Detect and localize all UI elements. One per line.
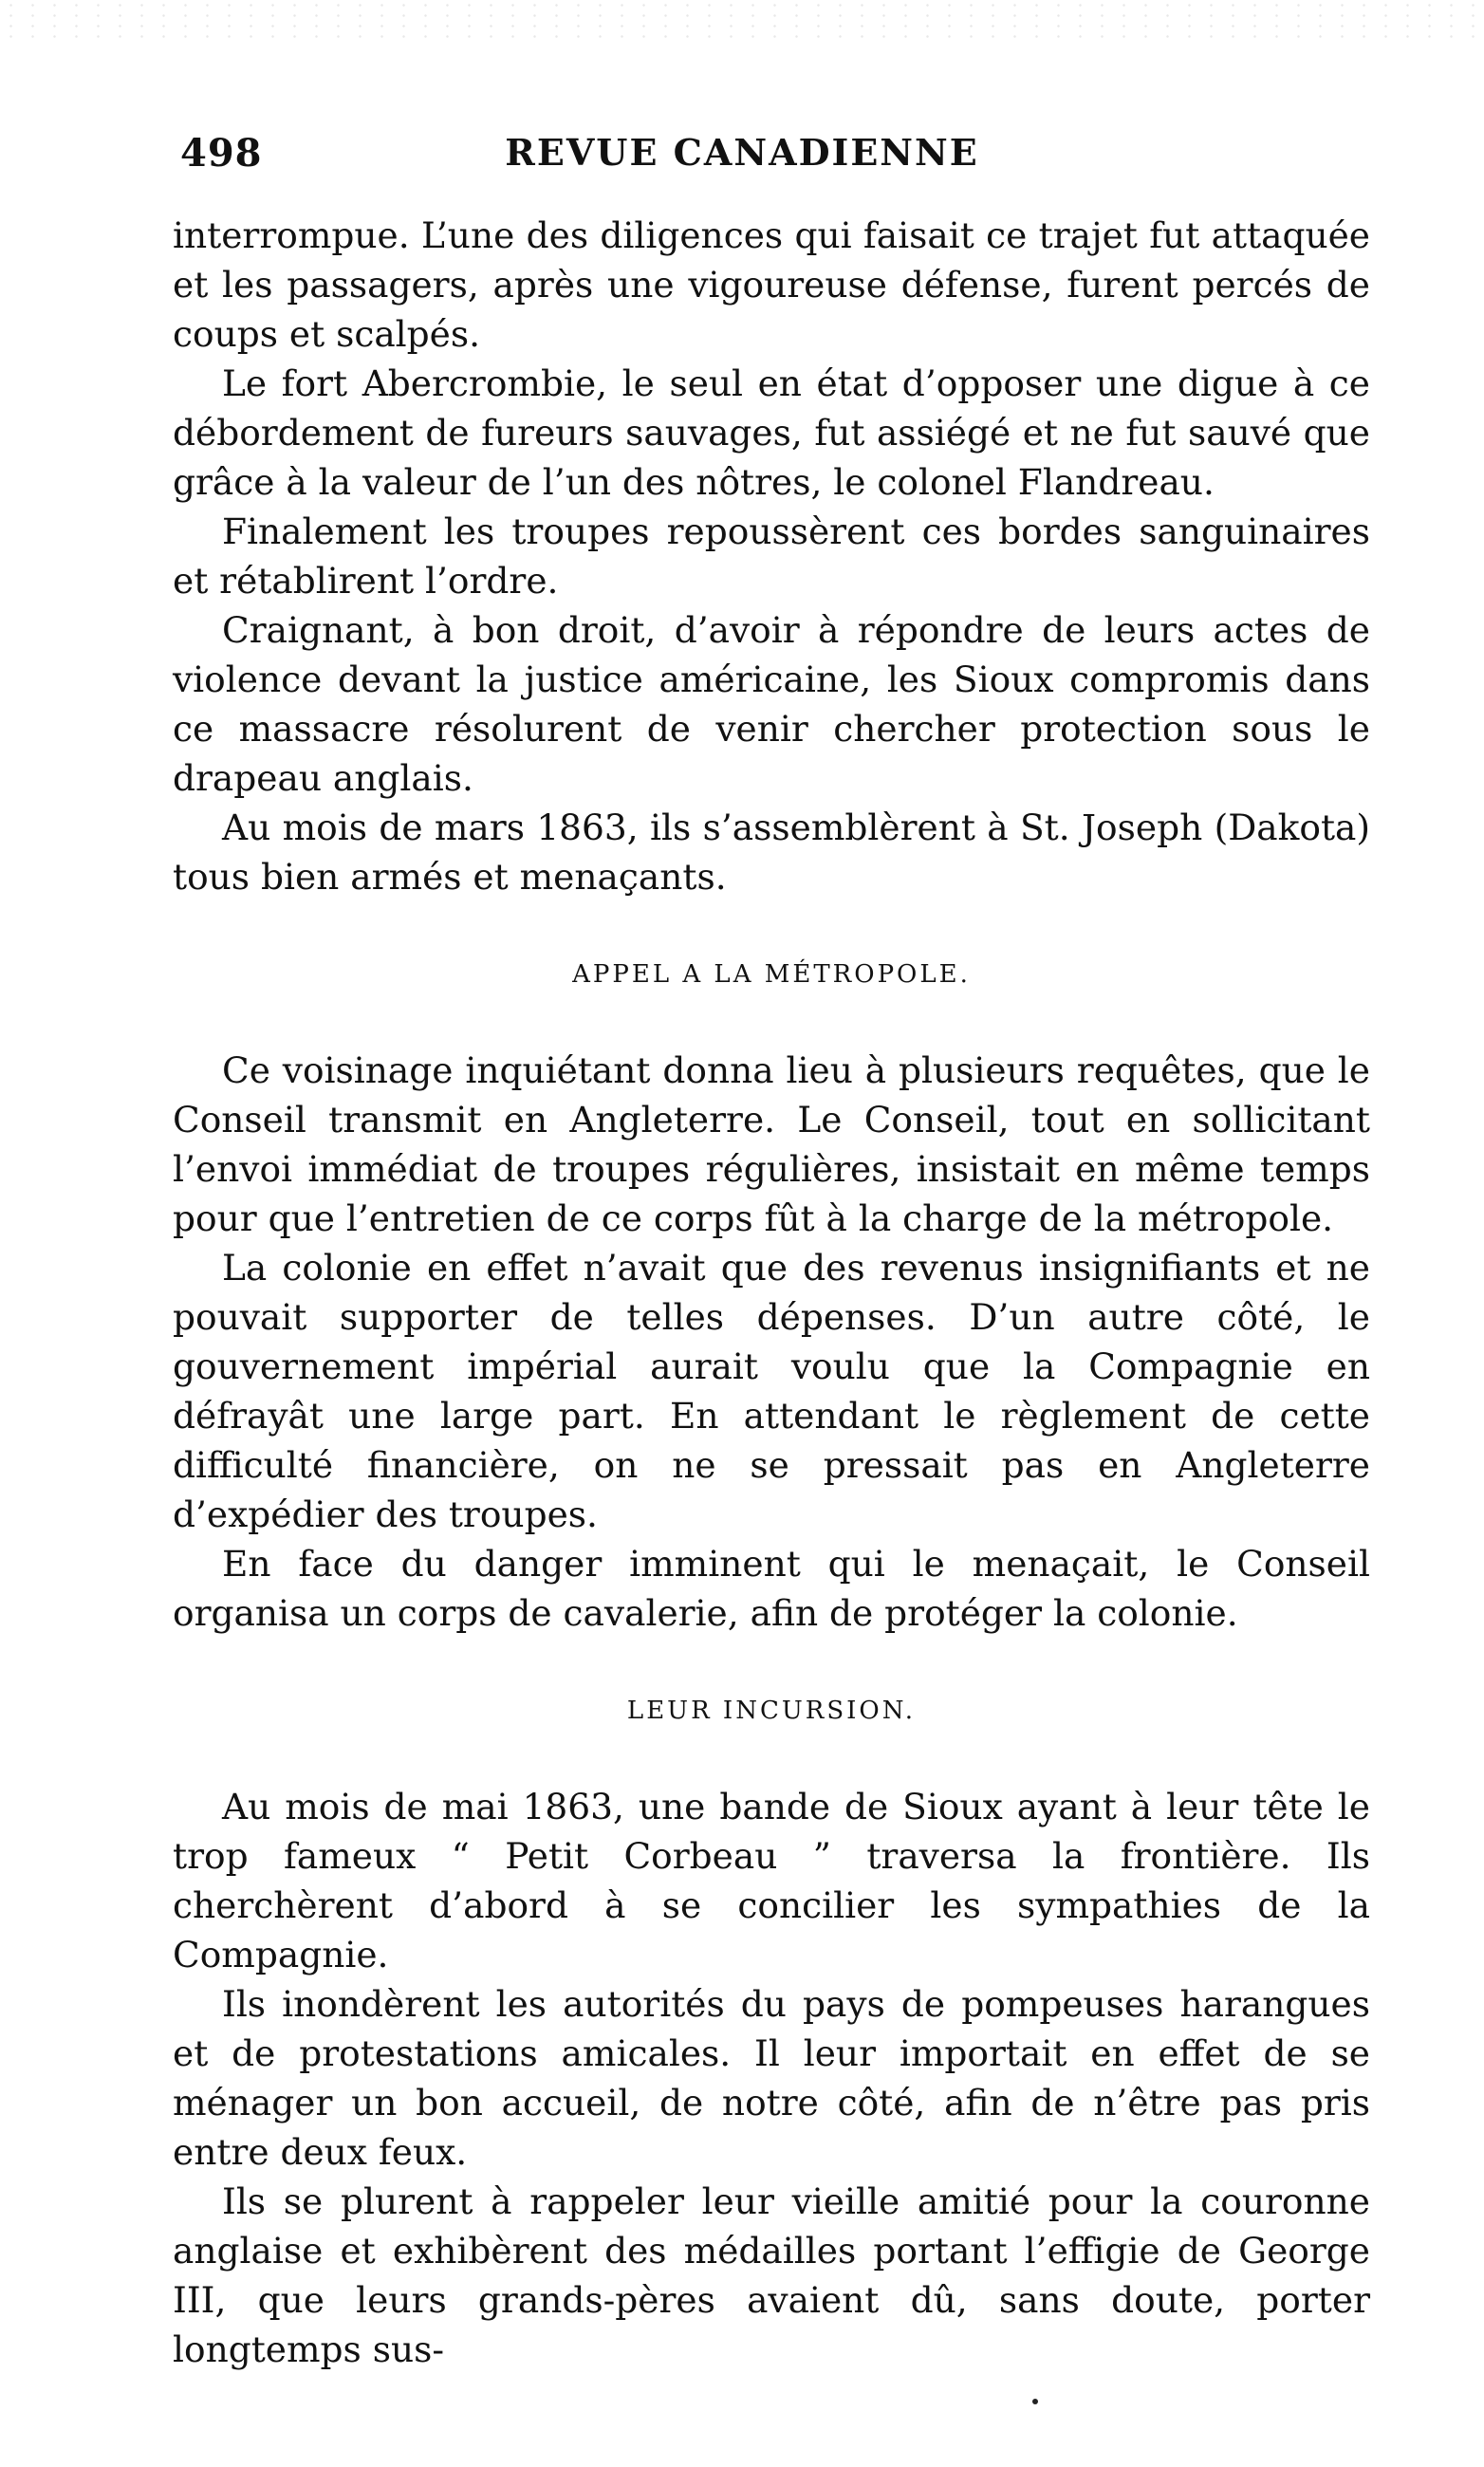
paragraph: En face du danger imminent qui le menaçait, le Conseil organisa un corps de cavalerie, afin de protéger la colonie. (173, 1543, 1370, 1634)
paragraph: Craignant, à bon droit, d’avoir à répondre de leurs actes de violence devant la justice américaine, les Sioux compromis dans ce massacre résolurent de venir chercher protection sous le drapeau anglais. (173, 609, 1370, 799)
body-text (173, 211, 1370, 2374)
paragraph: Ce voisinage inquiétant donna lieu à plusieurs requêtes, que le Conseil transmit en Angleterre. Le Conseil, tout en sollicitant l’envoi immédiat de troupes régulières, insistait en même temps pour que l’entretien de ce corps fût à la charge de la métropole. (173, 1049, 1370, 1239)
running-title: REVUE CANADIENNE (505, 131, 979, 174)
paragraph: Ils inondèrent les autorités du pays de pompeuses harangues et de protestations amicales. Il leur importait en effet de se ménager un bon accueil, de notre côté, afin de n’être pas pris entre deux feux. (173, 1983, 1370, 2173)
scan-noise (0, 0, 1484, 38)
section-heading: LEUR INCURSION. (626, 1697, 917, 1725)
paragraph: interrompue. L’une des diligences qui faisait ce trajet fut attaquée et les passagers, après une vigoureuse défense, furent percés de coups et scalpés. (173, 214, 1370, 355)
paragraph: La colonie en effet n’avait que des revenus insignifiants et ne pouvait supporter de telles dépenses. D’un autre côté, le gouvernement impérial aurait voulu que la Compagnie en défrayât une large part. En attendant le règlement de cette difficulté financière, on ne se pressait pas en Angleterre d’expédier des troupes. (173, 1247, 1370, 1535)
paragraph: Le fort Abercrombie, le seul en état d’opposer une digue à ce débordement de fureurs sauvages, fut assiégé et ne fut sauvé que grâce à la valeur de l’un des nôtres, le colonel Flandreau. (173, 362, 1370, 503)
page-number: 498 (180, 131, 263, 176)
section-heading: APPEL A LA MÉTROPOLE. (572, 960, 971, 989)
paragraph: Ils se plurent à rappeler leur vieille amitié pour la couronne anglaise et exhibèrent des médailles portant l’effigie de George III, que leurs grands-pères avaient dû, sans doute, porter longtemps sus- (173, 2180, 1370, 2370)
ink-speck (1032, 2399, 1038, 2404)
paragraph: Au mois de mai 1863, une bande de Sioux ayant à leur tête le trop fameux “ Petit Corbeau ” traversa la frontière. Ils cherchèrent d’abord à se concilier les sympathies de la Compagnie. (173, 1786, 1370, 1975)
paragraph: Finalement les troupes repoussèrent ces bordes sanguinaires et rétablirent l’ordre. (173, 510, 1370, 602)
paragraph: Au mois de mars 1863, ils s’assemblèrent à St. Joseph (Dakota) tous bien armés et menaçants. (173, 807, 1370, 898)
